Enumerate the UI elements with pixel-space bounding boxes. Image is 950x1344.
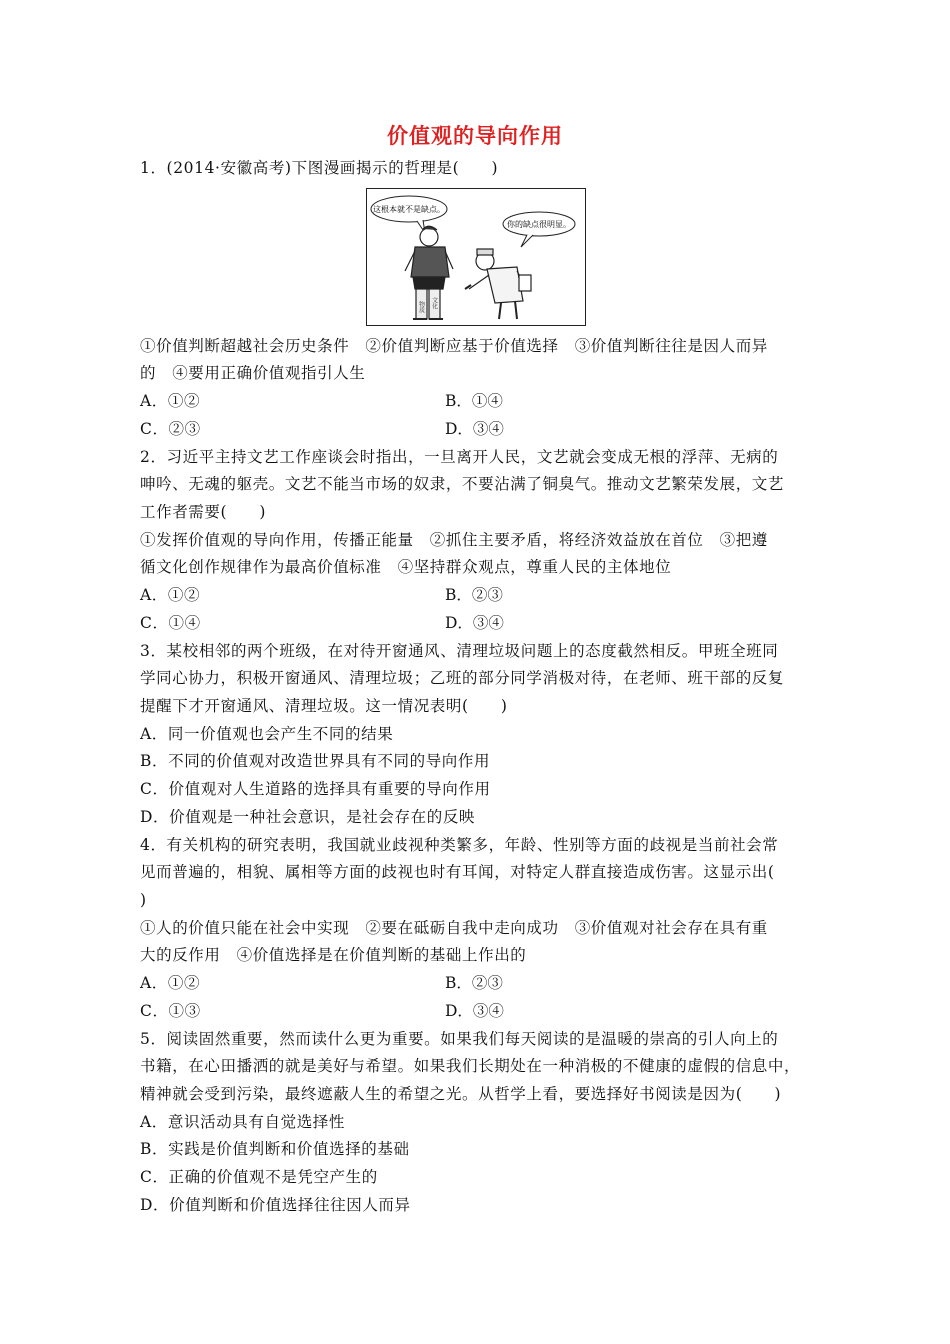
doctor-figure xyxy=(465,249,531,319)
q2-choice-b: B．②③ xyxy=(445,586,503,604)
q2-stem-1: 2．习近平主持文艺工作座谈会时指出，一旦离开人民，文艺就会变成无根的浮萍、无病的 xyxy=(140,448,779,466)
bubble-left-text: 这根本就不是缺点。 xyxy=(373,205,445,214)
q1-stem: 1．(2014·安徽高考)下图漫画揭示的哲理是( ) xyxy=(140,159,499,177)
q3-choice-c: C．价值观对人生道路的选择具有重要的导向作用 xyxy=(140,780,491,798)
q4-choice-a: A．①② xyxy=(140,974,201,992)
q2-stem-2: 呻吟、无魂的躯壳。文艺不能当市场的奴隶，不要沾满了铜臭气。推动文艺繁荣发展，文艺 xyxy=(140,475,785,493)
q4-choice-c: C．①③ xyxy=(140,1002,201,1020)
q1-choice-d: D．③④ xyxy=(445,420,504,438)
q5-choice-d: D．价值判断和价值选择往往因人而异 xyxy=(140,1196,411,1214)
cartoon-drawing xyxy=(367,189,585,325)
q5-stem-3: 精神就会受到污染，最终遮蔽人生的希望之光。从哲学上看，要选择好书阅读是因为( ) xyxy=(140,1085,782,1103)
q2-stem-3: 工作者需要( ) xyxy=(140,503,266,521)
q4-stem-1: 4．有关机构的研究表明，我国就业歧视种类繁多，年龄、性别等方面的歧视是当前社会常 xyxy=(140,836,779,854)
q3-stem-3: 提醒下才开窗通风、清理垃圾。这一情况表明( ) xyxy=(140,697,508,715)
q4-stem-3: ) xyxy=(140,891,147,909)
q4-options-line1: ①人的价值只能在社会中实现 ②要在砥砺自我中走向成功 ③价值观对社会存在具有重 xyxy=(140,919,768,937)
bubble-right-text: 你的缺点很明显。 xyxy=(507,220,571,229)
q1-options-line1: ①价值判断超越社会历史条件 ②价值判断应基于价值选择 ③价值判断往往是因人而异 xyxy=(140,337,768,355)
leg-label-culture: 文化 xyxy=(430,297,438,309)
q1-options-line2: 的 ④要用正确价值观指引人生 xyxy=(140,364,366,382)
q3-stem-2: 学同心协力，积极开窗通风、清理垃圾；乙班的部分同学消极对待，在老师、班干部的反复 xyxy=(140,669,785,687)
q3-stem-1: 3．某校相邻的两个班级，在对待开窗通风、清理垃圾问题上的态度截然相反。甲班全班同 xyxy=(140,642,779,660)
leg-label-material: 物质 xyxy=(417,301,425,313)
q3-choice-d: D．价值观是一种社会意识，是社会存在的反映 xyxy=(140,808,476,826)
q2-choice-a: A．①② xyxy=(140,586,201,604)
q3-choice-b: B．不同的价值观对改造世界具有不同的导向作用 xyxy=(140,752,491,770)
standing-man-figure xyxy=(405,226,453,319)
q2-choice-c: C．①④ xyxy=(140,614,201,632)
q2-options-line2: 循文化创作规律作为最高价值标准 ④坚持群众观点，尊重人民的主体地位 xyxy=(140,558,672,576)
q4-options-line2: 大的反作用 ④价值选择是在价值判断的基础上作出的 xyxy=(140,946,527,964)
q5-choice-c: C．正确的价值观不是凭空产生的 xyxy=(140,1168,378,1186)
q1-choice-b: B．①④ xyxy=(445,392,503,410)
q5-stem-2: 书籍，在心田播洒的就是美好与希望。如果我们长期处在一种消极的不健康的虚假的信息中， xyxy=(140,1057,801,1075)
q1-cartoon xyxy=(366,188,586,326)
q3-choice-a: A．同一价值观也会产生不同的结果 xyxy=(140,725,394,743)
q4-stem-2: 见而普遍的，相貌、属相等方面的歧视也时有耳闻，对特定人群直接造成伤害。这显示出( xyxy=(140,863,775,881)
q2-options-line1: ①发挥价值观的导向作用，传播正能量 ②抓住主要矛盾，将经济效益放在首位 ③把遵 xyxy=(140,531,768,549)
q4-choice-b: B．②③ xyxy=(445,974,503,992)
q5-stem-1: 5．阅读固然重要，然而读什么更为重要。如果我们每天阅读的是温暖的崇高的引人向上的 xyxy=(140,1030,779,1048)
page-title: 价值观的导向作用 xyxy=(387,123,563,148)
q1-choice-a: A．①② xyxy=(140,392,201,410)
q5-choice-b: B．实践是价值判断和价值选择的基础 xyxy=(140,1140,410,1158)
q5-choice-a: A．意识活动具有自觉选择性 xyxy=(140,1113,345,1131)
q2-choice-d: D．③④ xyxy=(445,614,504,632)
q4-choice-d: D．③④ xyxy=(445,1002,504,1020)
q1-choice-c: C．②③ xyxy=(140,420,201,438)
